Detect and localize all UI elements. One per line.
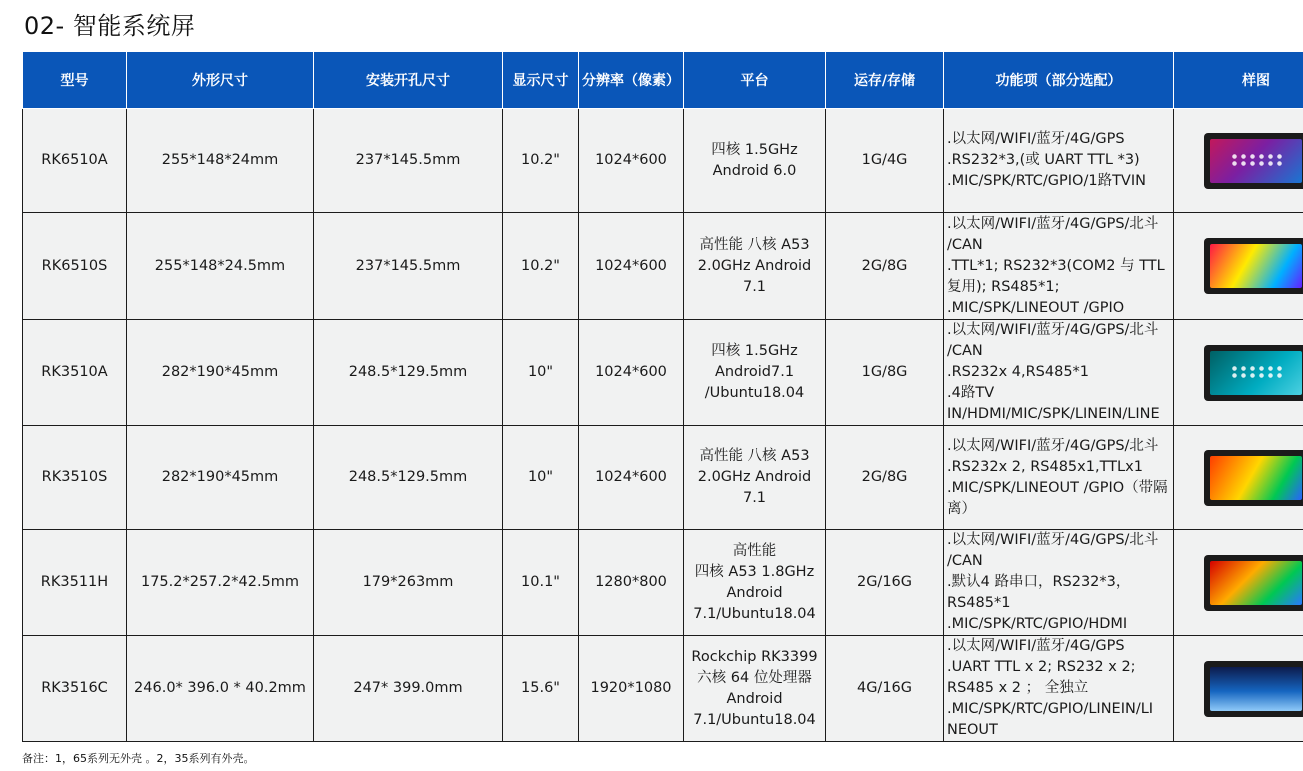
cell-platform: 高性能 四核 A53 1.8GHz Android 7.1/Ubuntu18.04 bbox=[684, 530, 826, 636]
cell-memory: 2G/8G bbox=[826, 426, 944, 530]
cell-resolution: 1024*600 bbox=[579, 320, 684, 426]
cell-cutout-size: 248.5*129.5mm bbox=[314, 320, 503, 426]
cell-cutout-size: 179*263mm bbox=[314, 530, 503, 636]
cell-sample-image bbox=[1174, 213, 1303, 320]
table-row bbox=[23, 530, 1303, 636]
cell-outline-size: 246.0* 396.0 * 40.2mm bbox=[127, 636, 314, 742]
cell-display-size: 10" bbox=[503, 426, 579, 530]
cell-features: .以太网/WIFI/蓝牙/4G/GPS/北斗 /CAN .默认4 路串口，RS232*3， RS485*1 .MIC/SPK/RTC/GPIO/HDMI bbox=[944, 530, 1174, 636]
cell-display-size: 10" bbox=[503, 320, 579, 426]
cell-memory: 1G/8G bbox=[826, 320, 944, 426]
tablet-image-icon bbox=[1204, 345, 1303, 401]
cell-outline-size: 282*190*45mm bbox=[127, 426, 314, 530]
table-header-row bbox=[23, 52, 1303, 109]
cell-sample-image bbox=[1174, 530, 1303, 636]
cell-outline-size: 282*190*45mm bbox=[127, 320, 314, 426]
tablet-image-icon bbox=[1204, 555, 1303, 611]
header-features: 功能项（部分选配） bbox=[944, 52, 1174, 109]
cell-memory: 2G/8G bbox=[826, 213, 944, 320]
cell-resolution: 1920*1080 bbox=[579, 636, 684, 742]
cell-display-size: 10.1" bbox=[503, 530, 579, 636]
cell-memory: 2G/16G bbox=[826, 530, 944, 636]
cell-display-size: 10.2" bbox=[503, 109, 579, 213]
cell-resolution: 1280*800 bbox=[579, 530, 684, 636]
cell-model: RK3516C bbox=[23, 636, 127, 742]
cell-memory: 4G/16G bbox=[826, 636, 944, 742]
table-row bbox=[23, 320, 1303, 426]
cell-model: RK3510A bbox=[23, 320, 127, 426]
table-row bbox=[23, 636, 1303, 742]
cell-display-size: 10.2" bbox=[503, 213, 579, 320]
header-memory: 运存/存储 bbox=[826, 52, 944, 109]
cell-cutout-size: 237*145.5mm bbox=[314, 213, 503, 320]
cell-sample-image bbox=[1174, 426, 1303, 530]
tablet-image-icon bbox=[1204, 661, 1303, 717]
cell-sample-image bbox=[1174, 320, 1303, 426]
cell-features: .以太网/WIFI/蓝牙/4G/GPS/北斗 /CAN .TTL*1; RS232*3(COM2 与 TTL 复用); RS485*1; .MIC/SPK/LINEOUT /GPIO bbox=[944, 213, 1174, 320]
cell-features: .以太网/WIFI/蓝牙/4G/GPS .RS232*3,(或 UART TTL *3) .MIC/SPK/RTC/GPIO/1路TVIN bbox=[944, 109, 1174, 213]
cell-platform: 四核 1.5GHz Android7.1 /Ubuntu18.04 bbox=[684, 320, 826, 426]
cell-platform: 高性能 八核 A53 2.0GHz Android 7.1 bbox=[684, 213, 826, 320]
cell-model: RK6510S bbox=[23, 213, 127, 320]
header-display-size: 显示尺寸 bbox=[503, 52, 579, 109]
cell-features: .以太网/WIFI/蓝牙/4G/GPS .UART TTL x 2; RS232 x 2; RS485 x 2 ； 全独立 .MIC/SPK/RTC/GPIO/LINEIN/LI NEOUT bbox=[944, 636, 1174, 742]
cell-model: RK3510S bbox=[23, 426, 127, 530]
table-row bbox=[23, 213, 1303, 320]
cell-outline-size: 255*148*24.5mm bbox=[127, 213, 314, 320]
table-row bbox=[23, 109, 1303, 213]
cell-resolution: 1024*600 bbox=[579, 213, 684, 320]
table-row bbox=[23, 426, 1303, 530]
cell-sample-image bbox=[1174, 636, 1303, 742]
cell-display-size: 15.6" bbox=[503, 636, 579, 742]
header-sample-image: 样图 bbox=[1174, 52, 1303, 109]
header-cutout-size: 安装开孔尺寸 bbox=[314, 52, 503, 109]
header-resolution: 分辨率（像素） bbox=[579, 52, 684, 109]
header-platform: 平台 bbox=[684, 52, 826, 109]
cell-platform: Rockchip RK3399 六核 64 位处理器 Android 7.1/Ubuntu18.04 bbox=[684, 636, 826, 742]
spec-table bbox=[22, 51, 1303, 742]
header-model: 型号 bbox=[23, 52, 127, 109]
cell-memory: 1G/4G bbox=[826, 109, 944, 213]
cell-features: .以太网/WIFI/蓝牙/4G/GPS/北斗 .RS232x 2, RS485x1,TTLx1 .MIC/SPK/LINEOUT /GPIO（带隔 离） bbox=[944, 426, 1174, 530]
page-title: 02- 智能系统屏 bbox=[24, 12, 196, 40]
cell-resolution: 1024*600 bbox=[579, 109, 684, 213]
cell-model: RK3511H bbox=[23, 530, 127, 636]
header-outline-size: 外形尺寸 bbox=[127, 52, 314, 109]
cell-sample-image bbox=[1174, 109, 1303, 213]
footnote: 备注：1，65系列无外壳 。2，35系列有外壳。 bbox=[22, 752, 255, 765]
cell-platform: 四核 1.5GHz Android 6.0 bbox=[684, 109, 826, 213]
tablet-image-icon bbox=[1204, 238, 1303, 294]
cell-features: .以太网/WIFI/蓝牙/4G/GPS/北斗 /CAN .RS232x 4,RS485*1 .4路TV IN/HDMI/MIC/SPK/LINEIN/LINE bbox=[944, 320, 1174, 426]
tablet-image-icon bbox=[1204, 133, 1303, 189]
tablet-image-icon bbox=[1204, 450, 1303, 506]
cell-outline-size: 255*148*24mm bbox=[127, 109, 314, 213]
cell-resolution: 1024*600 bbox=[579, 426, 684, 530]
cell-platform: 高性能 八核 A53 2.0GHz Android 7.1 bbox=[684, 426, 826, 530]
cell-outline-size: 175.2*257.2*42.5mm bbox=[127, 530, 314, 636]
cell-cutout-size: 247* 399.0mm bbox=[314, 636, 503, 742]
cell-cutout-size: 248.5*129.5mm bbox=[314, 426, 503, 530]
cell-model: RK6510A bbox=[23, 109, 127, 213]
cell-cutout-size: 237*145.5mm bbox=[314, 109, 503, 213]
